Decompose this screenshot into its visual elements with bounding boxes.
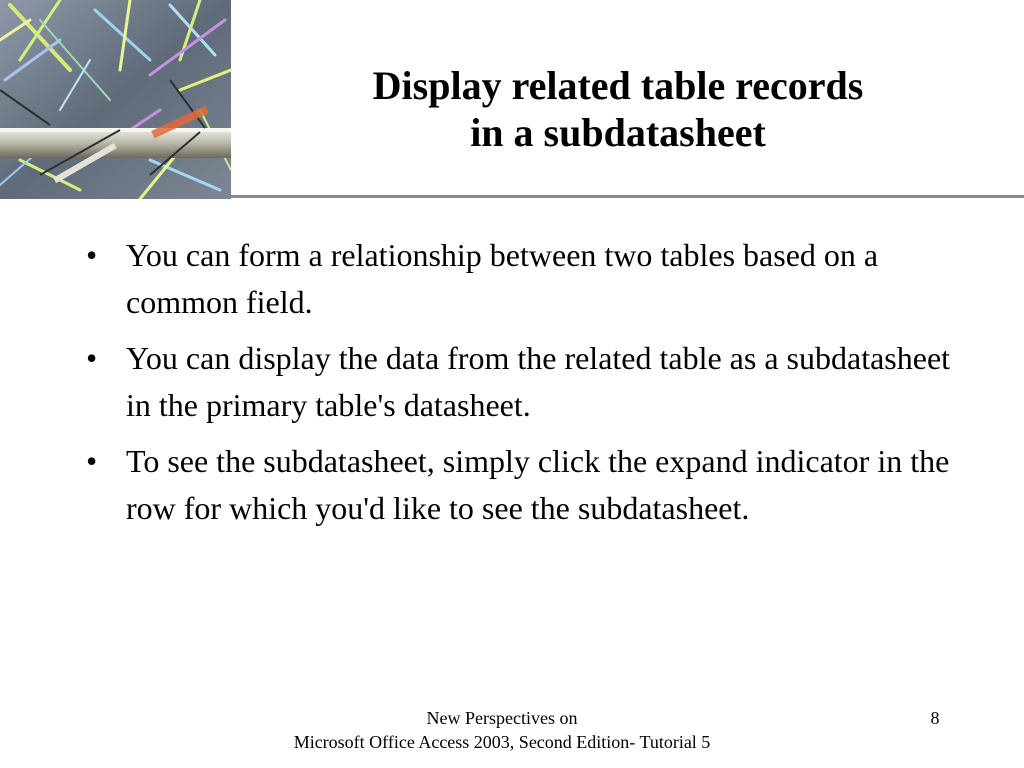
bullet-list <box>86 232 966 541</box>
bullet-text: You can display the data from the related table as a subdatasheet in the primary table's datasheet. <box>126 340 951 423</box>
page-number: 8 <box>930 708 940 728</box>
footer-line2: Microsoft Office Access 2003, Second Edition- Tutorial 5 <box>293 732 711 752</box>
bullet-item <box>86 232 966 326</box>
title-divider <box>231 195 1024 198</box>
bullet-icon: • <box>86 443 98 479</box>
bullet-item <box>86 335 966 429</box>
footer-line1: New Perspectives on <box>426 708 578 728</box>
footer <box>222 706 782 754</box>
bullet-item <box>86 438 966 532</box>
header-photo <box>0 0 231 199</box>
slide-title-line1: Display related table records <box>372 63 864 108</box>
bullet-text: To see the subdatasheet, simply click the expand indicator in the row for which you'd like to see the subdatasheet. <box>126 443 950 526</box>
slide-title-line2: in a subdatasheet <box>470 110 766 155</box>
bullet-text: You can form a relationship between two tables based on a common field. <box>126 237 879 320</box>
slide-title <box>236 62 1000 156</box>
bullet-icon: • <box>86 237 98 273</box>
bullet-icon: • <box>86 340 98 376</box>
